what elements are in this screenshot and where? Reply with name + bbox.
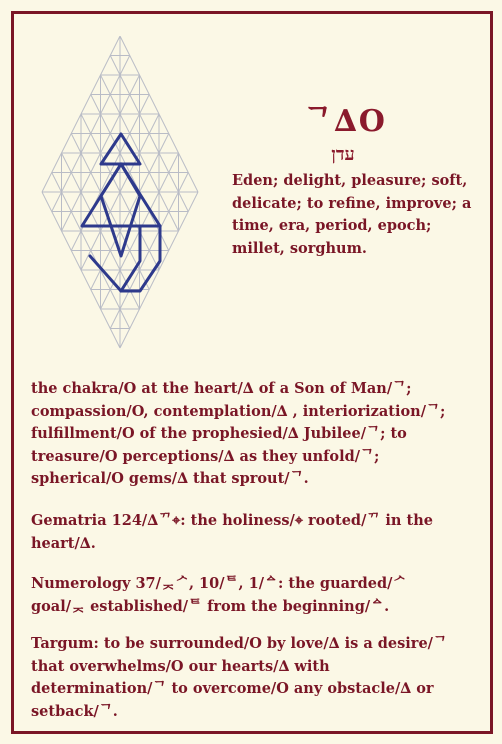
title-glyphs: ᄀ∆O (303, 104, 387, 139)
diamond-grid-diagram (30, 36, 210, 356)
numerology-paragraph: Numerology 37/ᆽᄼ, 10/ᄐ, 1/ᅀ: the guarded/ᄼ goal/ᆽ established/ᄐ from the beginning/ᅀ. (31, 575, 407, 615)
targum-paragraph: Targum: to be surrounded/O by love/∆ is a desire/ᄀ that overwhelms/O our hearts/∆ with determination/ᄀ to overcome/O any obstacle/∆ or setback/ᄀ. (31, 635, 447, 720)
definition-text: Eden; delight, pleasure; soft, delicate; to refine, improve; a time, era, period, epoch; millet, sorghum. (232, 172, 472, 257)
chakra-paragraph: the chakra/O at the heart/∆ of a Son of Man/ᄀ; compassion/O, contemplation/∆ , interiorization/ᄀ; fulfillment/O of the prophesied/∆ Jubilee/ᄀ; to treasure/O perceptions/∆ as they unfold/ᄀ; spherical/O gems/∆ that sprout/ᄀ. (31, 380, 446, 487)
gematria-paragraph: Gematria 124/∆ᄁ⌖: the holiness/⌖ rooted/ᄁ in the heart/∆. (31, 512, 433, 552)
hebrew-word: עדן (331, 144, 355, 165)
